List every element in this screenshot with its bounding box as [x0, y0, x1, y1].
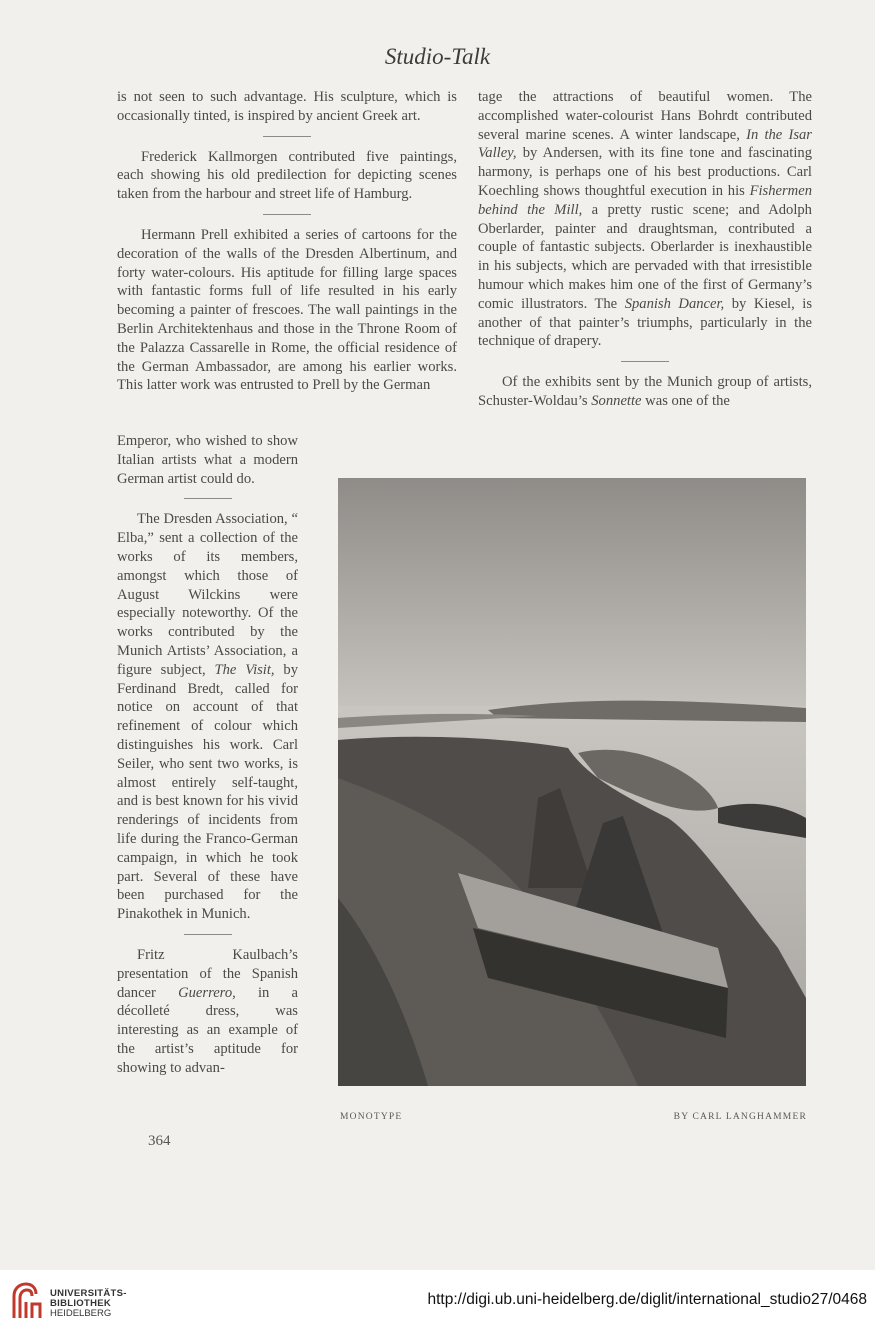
paragraph: The Dresden Association, “ Elba,” sent a collection of the works of its members, amongst which those of August Wilckins were especially noteworthy. Of the works contributed by the Munich Artists’ Association, a figure subject, The Visit, by Ferdinand Bredt, called for notice on account of that refinement of colour which distinguishes his work. Carl Seiler, who sent two works, is almost entirely self-taught, and is best known for his vivid renderings of incidents from life during the Franco-German campaign, in which he took part. Several of these have been purchased for the Pinakothek in Munich. — [117, 511, 298, 923]
page-number: 364 — [148, 1133, 171, 1149]
running-header: Studio-Talk — [384, 44, 491, 69]
institution-name: UNIVERSITÄTS- BIBLIOTHEK HEIDELBERG — [50, 1288, 127, 1319]
artwork-title: Sonnette — [591, 392, 642, 409]
narrow-column — [117, 432, 298, 1078]
figure-caption-artist: BY CARL LANGHAMMER — [673, 1112, 807, 1122]
source-url-link[interactable]: http://digi.ub.uni-heidelberg.de/diglit/international_studio27/0468 — [427, 1291, 867, 1308]
section-divider — [263, 214, 311, 215]
paragraph: Of the exhibits sent by the Munich group of artists, Schuster-Woldau’s Sonnette was one of the — [478, 374, 812, 409]
paragraph: Hermann Prell exhibited a series of cartoons for the decoration of the walls of the Dresden Albertinum, and forty water-colours. His aptitude for filling large spaces with fantastic forms full of life resulted in his early becoming a painter of frescoes. The wall paintings in the Berlin Architektenhaus and those in the Throne Room of the Palazza Cassarelle in Rome, the official residence of the German Ambassador, are among his earlier works. This latter work was entrusted to Prell by the German — [117, 226, 457, 394]
left-column — [117, 88, 457, 395]
right-column — [478, 88, 812, 411]
artwork-title: Fishermen behind the Mill, — [478, 182, 812, 218]
paragraph: Emperor, who wished to show Italian artists what a modern German artist could do. — [117, 433, 298, 487]
artwork-title: Spanish Dancer, — [624, 295, 725, 312]
paragraph: Fritz Kaulbach’s presentation of the Spanish dancer Guerrero, in a décolleté dress, was interesting as an example of the artist’s aptitude for showing to advan- — [117, 946, 298, 1076]
library-logo-icon — [8, 1278, 48, 1324]
artwork-title: In the Isar Valley, — [478, 126, 812, 162]
paragraph: is not seen to such advantage. His sculpture, which is occasionally tinted, is inspired by ancient Greek art. — [117, 89, 457, 124]
paragraph: Frederick Kallmorgen contributed five paintings, each showing his old predilection for depicting scenes taken from the harbour and street life of Hamburg. — [117, 148, 457, 203]
section-divider — [184, 498, 232, 499]
section-divider — [184, 934, 232, 935]
landscape-image — [338, 478, 806, 1086]
section-divider — [621, 361, 669, 362]
monotype-illustration — [338, 478, 806, 1086]
section-divider — [263, 136, 311, 137]
paragraph: tage the attractions of beautiful women. The accomplished water-colourist Hans Bohrdt contributed several marine scenes. A winter landscape, In the Isar Valley, by Andersen, with its fine tone and fascinating harmony, is perhaps one of his best productions. Carl Koechling shows thoughtful execution in his Fishermen behind the Mill, a pretty rustic scene; and Adolph Oberlarder, painter and draughtsman, contributed a couple of fantastic subjects. Oberlarder is inexhaustible in his subjects, which are pervaded with that irresistible humour which makes him one of the first of Germany’s comic illustrators. The Spanish Dancer, by Kiesel, is another of that painter’s triumphs, particularly in the technique of drapery. — [478, 89, 813, 350]
digitization-footer — [0, 1270, 875, 1333]
artwork-title: Guerrero, — [178, 984, 236, 1001]
artwork-title: The Visit, — [214, 661, 275, 678]
figure-caption-technique: MONOTYPE — [340, 1112, 403, 1122]
